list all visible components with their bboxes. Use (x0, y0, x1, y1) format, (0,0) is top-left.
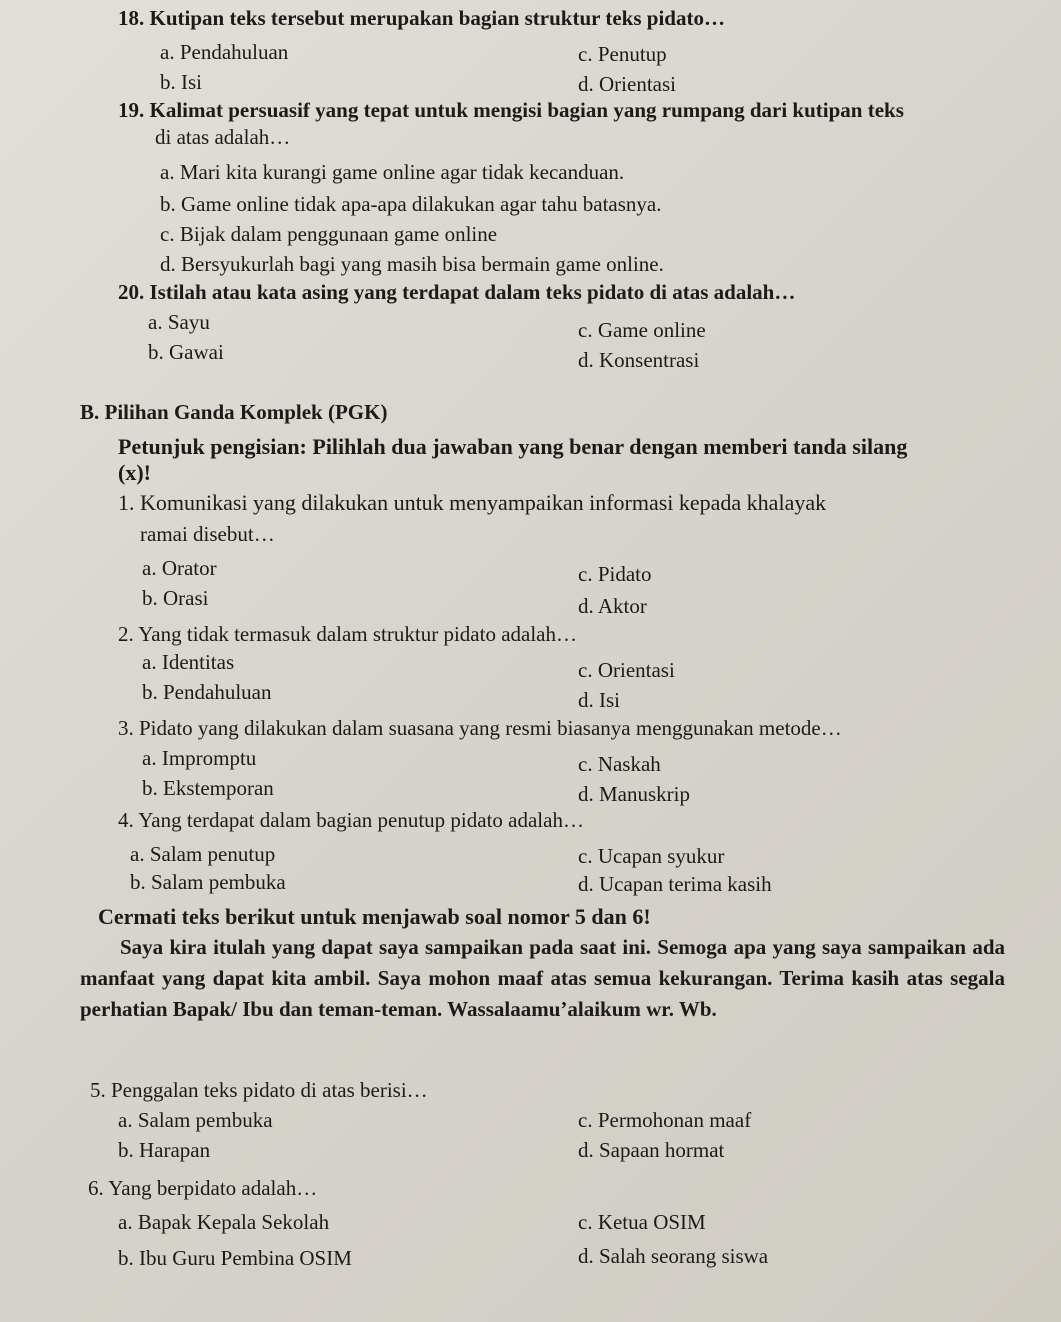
p3-option-a: a. Impromptu (142, 746, 257, 770)
p5-option-a: a. Salam pembuka (118, 1108, 273, 1132)
p1-option-b: b. Orasi (142, 586, 209, 610)
q19-option-b: b. Game online tidak apa-apa dilakukan agar tahu batasnya. (160, 192, 662, 216)
p1-option-c: c. Pidato (578, 562, 652, 586)
q18-option-b: b. Isi (160, 70, 202, 94)
section-b-heading: B. Pilihan Ganda Komplek (PGK) (80, 400, 388, 424)
p4-option-b: b. Salam pembuka (130, 870, 286, 894)
p2-option-b: b. Pendahuluan (142, 680, 272, 704)
question-18: 18. Kutipan teks tersebut merupakan bagian struktur teks pidato… (118, 6, 725, 30)
passage-body: Saya kira itulah yang dapat saya sampaikan pada saat ini. Semoga apa yang saya sampaikan ada manfaat yang dapat kita ambil. Saya mohon maaf atas semua kekurangan. Terima kasih atas segala perhatian Bapak/ Ibu dan teman-teman. Wassalaamu’alaikum wr. Wb. (80, 935, 1005, 1021)
q19-option-a: a. Mari kita kurangi game online agar tidak kecanduan. (160, 160, 625, 184)
p4-option-c: c. Ucapan syukur (578, 844, 725, 868)
p4-option-d: d. Ucapan terima kasih (578, 872, 772, 896)
q19-option-c: c. Bijak dalam penggunaan game online (160, 222, 498, 246)
p1-option-a: a. Orator (142, 556, 217, 580)
instruction-line2: (x)! (118, 460, 151, 485)
p6-option-b: b. Ibu Guru Pembina OSIM (118, 1246, 352, 1270)
p6-option-c: c. Ketua OSIM (578, 1210, 706, 1234)
q20-option-d: d. Konsentrasi (578, 348, 700, 372)
question-19-line1: 19. Kalimat persuasif yang tepat untuk mengisi bagian yang rumpang dari kutipan teks (118, 98, 904, 122)
passage-text (80, 932, 1005, 1025)
p5-option-c: c. Permohonan maaf (578, 1108, 752, 1132)
pgk-question-1-line2: ramai disebut… (140, 522, 275, 546)
pgk-question-5: 5. Penggalan teks pidato di atas berisi… (90, 1078, 428, 1102)
instruction-line1: Petunjuk pengisian: Pilihlah dua jawaban yang benar dengan memberi tanda silang (118, 434, 908, 459)
p2-option-d: d. Isi (578, 688, 620, 712)
p4-option-a: a. Salam penutup (130, 842, 276, 866)
p2-option-a: a. Identitas (142, 650, 235, 674)
pgk-question-1-line1: 1. Komunikasi yang dilakukan untuk menyampaikan informasi kepada khalayak (118, 490, 827, 515)
q20-option-c: c. Game online (578, 318, 706, 342)
question-20: 20. Istilah atau kata asing yang terdapat dalam teks pidato di atas adalah… (118, 280, 796, 304)
p2-option-c: c. Orientasi (578, 658, 675, 682)
pgk-question-6: 6. Yang berpidato adalah… (88, 1176, 318, 1200)
pgk-question-2: 2. Yang tidak termasuk dalam struktur pidato adalah… (118, 622, 577, 646)
p3-option-b: b. Ekstemporan (142, 776, 274, 800)
q18-option-c: c. Penutup (578, 42, 667, 66)
q18-option-d: d. Orientasi (578, 72, 676, 96)
p3-option-c: c. Naskah (578, 752, 661, 776)
p5-option-b: b. Harapan (118, 1138, 211, 1162)
q20-option-b: b. Gawai (148, 340, 224, 364)
pgk-question-4: 4. Yang terdapat dalam bagian penutup pidato adalah… (118, 808, 584, 832)
q18-option-a: a. Pendahuluan (160, 40, 289, 64)
p5-option-d: d. Sapaan hormat (578, 1138, 725, 1162)
q20-option-a: a. Sayu (148, 310, 210, 334)
q19-option-d: d. Bersyukurlah bagi yang masih bisa bermain game online. (160, 252, 664, 276)
p6-option-a: a. Bapak Kepala Sekolah (118, 1210, 330, 1234)
pgk-question-3: 3. Pidato yang dilakukan dalam suasana yang resmi biasanya menggunakan metode… (118, 716, 842, 740)
p6-option-d: d. Salah seorang siswa (578, 1244, 769, 1268)
p1-option-d: d. Aktor (578, 594, 647, 618)
passage-heading: Cermati teks berikut untuk menjawab soal nomor 5 dan 6! (98, 904, 651, 929)
question-19-line2: di atas adalah… (155, 125, 291, 149)
p3-option-d: d. Manuskrip (578, 782, 690, 806)
